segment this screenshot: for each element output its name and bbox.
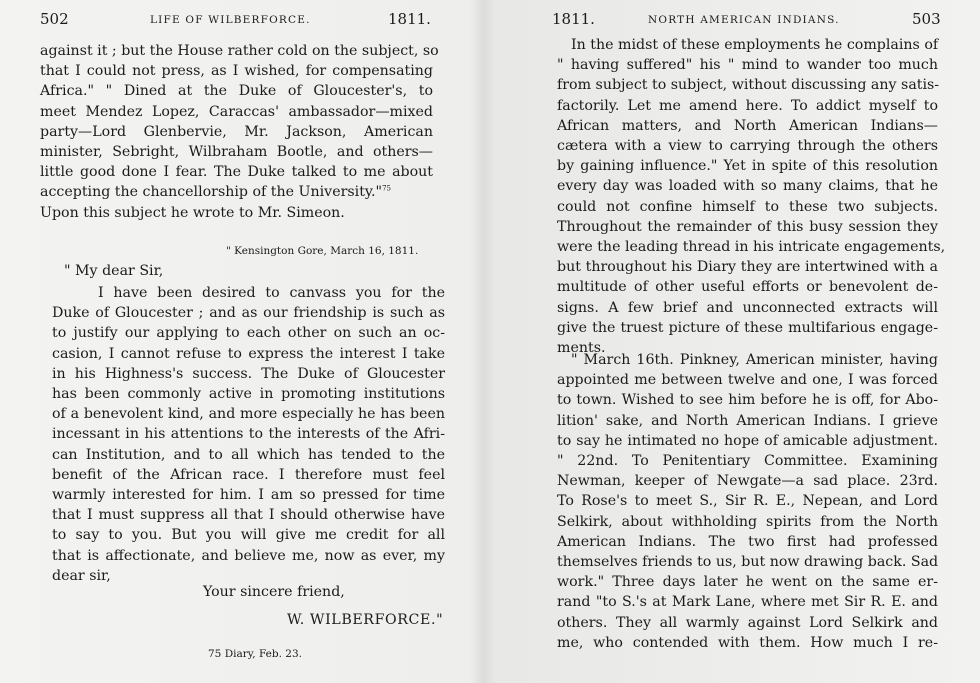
text-line: " 22nd. To Penitentiary Committee. Examining	[557, 453, 938, 470]
text-line: I have been desired to canvass you for the	[98, 285, 445, 301]
text-line: cætera with a view to carrying through the others	[557, 138, 938, 155]
text-line: Duke of Gloucester ; and as our friendship is such as	[52, 305, 445, 322]
text-line: work." Three days later he went on the same er-	[557, 574, 938, 591]
right-year: 1811.	[552, 10, 595, 28]
left-running-title: LIFE OF WILBERFORCE.	[150, 14, 311, 26]
right-running-head	[500, 8, 980, 30]
text-line: accepting the chancellorship of the University."	[40, 184, 383, 201]
letter-dateline: " Kensington Gore, March 16, 1811.	[226, 245, 419, 257]
text-line: rand "to S.'s at Mark Lane, where met Sir R. E. and	[557, 594, 938, 611]
text-line: multitude of other useful efforts or benevolent de-	[557, 279, 938, 296]
text-line: benefit of the African race. I therefore must feel	[52, 466, 445, 483]
text-line: little good done I fear. The Duke talked to me about	[40, 164, 433, 181]
text-line: appointed me between twelve and one, I was forced	[557, 372, 938, 389]
text-line: meet Mendez Lopez, Caraccas' ambassador—mixed	[40, 103, 433, 120]
text-line: against it ; but the House rather cold on the subject, so	[40, 43, 439, 59]
text-line: casion, I cannot refuse to express the interest I take	[52, 345, 445, 362]
letter-signature: W. WILBERFORCE."	[287, 612, 444, 628]
text-line: to say he intimated no hope of amicable adjustment.	[557, 432, 938, 449]
text-line: were the leading thread in his intricate engagements,	[557, 239, 946, 256]
text-line: Newman, keeper of Newgate—a sad place. 23rd.	[557, 473, 938, 490]
text-line: in his Highness's success. The Duke of Gloucester	[52, 365, 445, 382]
text-line: themselves friends to us, but now drawing back. Sad	[557, 554, 939, 571]
text-line: every day was loaded with so many claims, that he	[557, 178, 938, 195]
left-intro-paragraph	[40, 41, 439, 223]
text-line: by gaining influence." Yet in spite of this resolution	[557, 158, 938, 175]
letter-closing: Your sincere friend,	[203, 584, 345, 600]
text-line: can Institution, and to all which has tended to the	[52, 446, 445, 463]
text-line: African matters, and North American Indians—	[557, 117, 938, 134]
text-line: To Rose's to meet S., Sir R. E., Nepean, and Lord	[557, 493, 938, 510]
right-paragraph-2	[557, 350, 938, 653]
text-line: Africa." " Dined at the Duke of Gloucester's, to	[40, 83, 433, 100]
text-line: has been commonly active in promoting institutions	[52, 386, 445, 403]
text-line: In the midst of these employments he complains of	[571, 37, 939, 53]
text-line: minister, Sebright, Wilbraham Bootle, and others—	[40, 144, 433, 161]
text-line: " having suffered" his " mind to wander too much	[557, 57, 938, 74]
text-line: " March 16th. Pinkney, American minister, having	[571, 352, 938, 368]
text-line: that I could not press, as I wished, for compensating	[40, 63, 433, 80]
text-line: to justify our applying to each other on such an oc-	[52, 325, 445, 342]
letter-body	[52, 283, 445, 586]
footnote-reference: 75	[382, 184, 391, 193]
text-line: Throughout the remainder of this busy session they	[557, 218, 938, 235]
text-line: party—Lord Glenbervie, Mr. Jackson, American	[40, 123, 433, 140]
text-line: lition' sake, and North American Indians. I grieve	[557, 412, 938, 429]
text-line: Upon this subject he wrote to Mr. Simeon.	[40, 204, 345, 221]
left-page-number: 502	[40, 10, 69, 28]
text-line: from subject to subject, without discussing any satis-	[557, 77, 940, 94]
text-line: others. They all warmly against Lord Selkirk and	[557, 614, 938, 631]
text-line: give the truest picture of these multifarious engage-	[557, 319, 938, 336]
text-line: that is affectionate, and believe me, now as ever, my	[52, 547, 445, 564]
footnote: 75 Diary, Feb. 23.	[208, 648, 302, 660]
left-page	[0, 0, 485, 683]
left-year: 1811.	[388, 10, 431, 28]
right-page-number: 503	[912, 10, 941, 28]
right-running-title: NORTH AMERICAN INDIANS.	[648, 14, 840, 26]
text-line: me, who contended with them. How much I re-	[557, 634, 938, 651]
text-line-with-footnote	[40, 182, 433, 202]
right-paragraph-1	[557, 35, 946, 358]
right-page	[500, 0, 980, 683]
text-line: but throughout his Diary they are intertwined with a	[557, 259, 938, 276]
text-line: to say to you. But you will give me credit for all	[52, 527, 445, 544]
text-line: factorily. Let me amend here. To addict myself to	[557, 97, 938, 114]
text-line: incessant in his attentions to the interests of the Afri-	[52, 426, 445, 443]
text-line: that I must suppress all that I should otherwise have	[52, 507, 445, 524]
text-line: dear sir,	[52, 567, 111, 584]
text-line: warmly interested for him. I am so pressed for time	[52, 487, 445, 504]
text-line: American Indians. The two first had professed	[557, 533, 938, 550]
letter-salutation: " My dear Sir,	[64, 263, 164, 279]
text-line: ments.	[557, 340, 606, 357]
text-line: Selkirk, about withholding spirits from the North	[557, 513, 938, 530]
text-line: to town. Wished to see him before he is off, for Abo-	[557, 392, 938, 409]
text-line: could not confine himself to these two subjects.	[557, 198, 938, 215]
text-line: signs. A few brief and unconnected extracts will	[557, 299, 938, 316]
left-running-head	[0, 8, 485, 30]
text-line: of a benevolent kind, and more especially he has been	[52, 406, 445, 423]
